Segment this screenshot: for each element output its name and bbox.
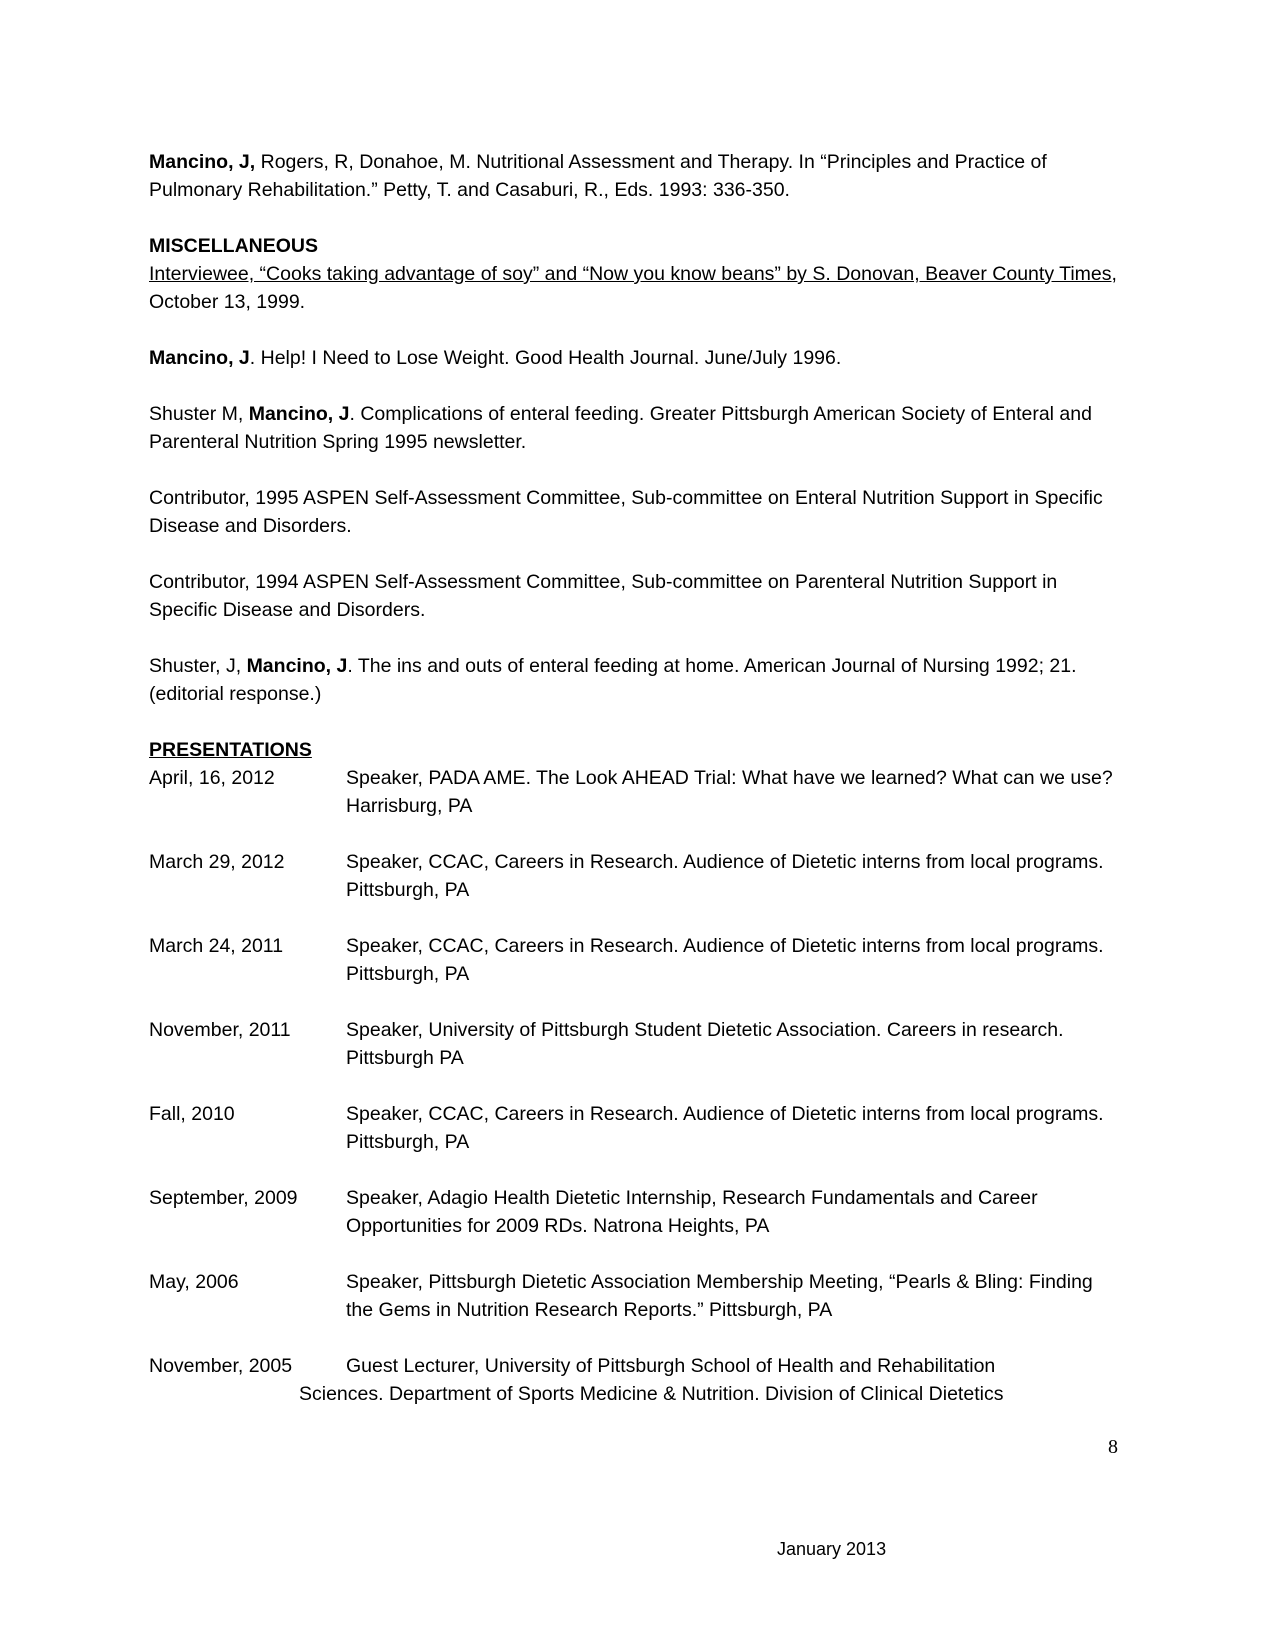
section-heading-presentations: PRESENTATIONS xyxy=(149,739,312,761)
presentation-description: Speaker, CCAC, Careers in Research. Audience of Dietetic interns from local programs. Pittsburgh, PA xyxy=(346,1103,1104,1153)
entry-text: . Complications of enteral feeding. Greater Pittsburgh American Society of Enteral and Parenteral Nutrition Spring 1995 newsletter. xyxy=(149,403,1092,453)
entry-text: . The ins and outs of enteral feeding at home. American Journal of Nursing 1992; 21. (editorial response.) xyxy=(149,655,1077,705)
presentation-item xyxy=(149,764,1124,820)
presentation-date: November, 2005 xyxy=(149,1355,293,1377)
presentation-description: Speaker, CCAC, Careers in Research. Audience of Dietetic interns from local programs. Pittsburgh, PA xyxy=(346,851,1104,901)
citation-text: Rogers, R, Donahoe, M. Nutritional Assessment and Therapy. In “Principles and Practice of Pulmonary Rehabilitation.” Petty, T. and Casaburi, R., Eds. 1993: 336-350. xyxy=(149,151,1047,201)
entry-text: . Help! I Need to Lose Weight. Good Health Journal. June/July 1996. xyxy=(249,347,842,369)
misc-entry xyxy=(149,260,1124,316)
presentation-item xyxy=(149,1268,1124,1324)
interview-citation: Interviewee, “Cooks taking advantage of soy” and “Now you know beans” by S. Donovan, Beaver County Times, xyxy=(149,263,1117,285)
interview-date: October 13, 1999. xyxy=(149,291,306,313)
entry-prefix: Shuster, J, xyxy=(149,655,247,677)
author-name: Mancino, J xyxy=(149,347,250,369)
presentation-description: Speaker, Adagio Health Dietetic Internship, Research Fundamentals and Career Opportunities for 2009 RDs. Natrona Heights, PA xyxy=(346,1187,1038,1237)
presentation-date: May, 2006 xyxy=(149,1271,239,1293)
presentation-description: Speaker, PADA AME. The Look AHEAD Trial: What have we learned? What can we use? Harrisburg, PA xyxy=(346,767,1113,817)
misc-entry xyxy=(149,344,1124,372)
presentation-date: November, 2011 xyxy=(149,1019,291,1041)
presentation-first-line xyxy=(149,1352,1124,1380)
presentation-item xyxy=(149,848,1124,904)
presentation-continuation: Sciences. Department of Sports Medicine & Nutrition. Division of Clinical Dietetics xyxy=(299,1383,1004,1405)
page-number: 8 xyxy=(1108,1436,1118,1458)
presentation-date: March 24, 2011 xyxy=(149,935,284,957)
author-name: Mancino, J, xyxy=(149,151,256,173)
presentation-date: March 29, 2012 xyxy=(149,851,285,873)
presentation-item xyxy=(149,1100,1124,1156)
presentation-description: Guest Lecturer, University of Pittsburgh School of Health and Rehabilitation xyxy=(346,1355,996,1377)
entry-prefix: Shuster M, xyxy=(149,403,249,425)
presentation-description: Speaker, University of Pittsburgh Student Dietetic Association. Careers in research. Pittsburgh PA xyxy=(346,1019,1064,1069)
author-name: Mancino, J xyxy=(248,403,350,425)
misc-entry: Contributor, 1995 ASPEN Self-Assessment Committee, Sub-committee on Enteral Nutrition Support in Specific Disease and Disorders. xyxy=(149,487,1103,537)
misc-entry xyxy=(149,652,1124,708)
citation-entry xyxy=(149,148,1124,204)
presentation-item-last xyxy=(149,1352,1124,1408)
presentation-date: September, 2009 xyxy=(149,1187,298,1209)
page-content xyxy=(149,148,1124,1408)
presentation-item xyxy=(149,932,1124,988)
presentation-date: Fall, 2010 xyxy=(149,1103,235,1125)
misc-entry: Contributor, 1994 ASPEN Self-Assessment Committee, Sub-committee on Parenteral Nutrition Support in Specific Disease and Disorders. xyxy=(149,571,1058,621)
author-name: Mancino, J xyxy=(246,655,348,677)
misc-entry xyxy=(149,400,1124,456)
presentation-item xyxy=(149,1184,1124,1240)
presentation-item xyxy=(149,1016,1124,1072)
presentation-description: Speaker, CCAC, Careers in Research. Audience of Dietetic interns from local programs. Pittsburgh, PA xyxy=(346,935,1104,985)
section-heading-miscellaneous: MISCELLANEOUS xyxy=(149,235,319,257)
presentation-description: Speaker, Pittsburgh Dietetic Association Membership Meeting, “Pearls & Bling: Finding the Gems in Nutrition Research Reports.” Pittsburgh, PA xyxy=(346,1271,1093,1321)
presentation-date: April, 16, 2012 xyxy=(149,767,275,789)
footer-date: January 2013 xyxy=(777,1539,887,1559)
